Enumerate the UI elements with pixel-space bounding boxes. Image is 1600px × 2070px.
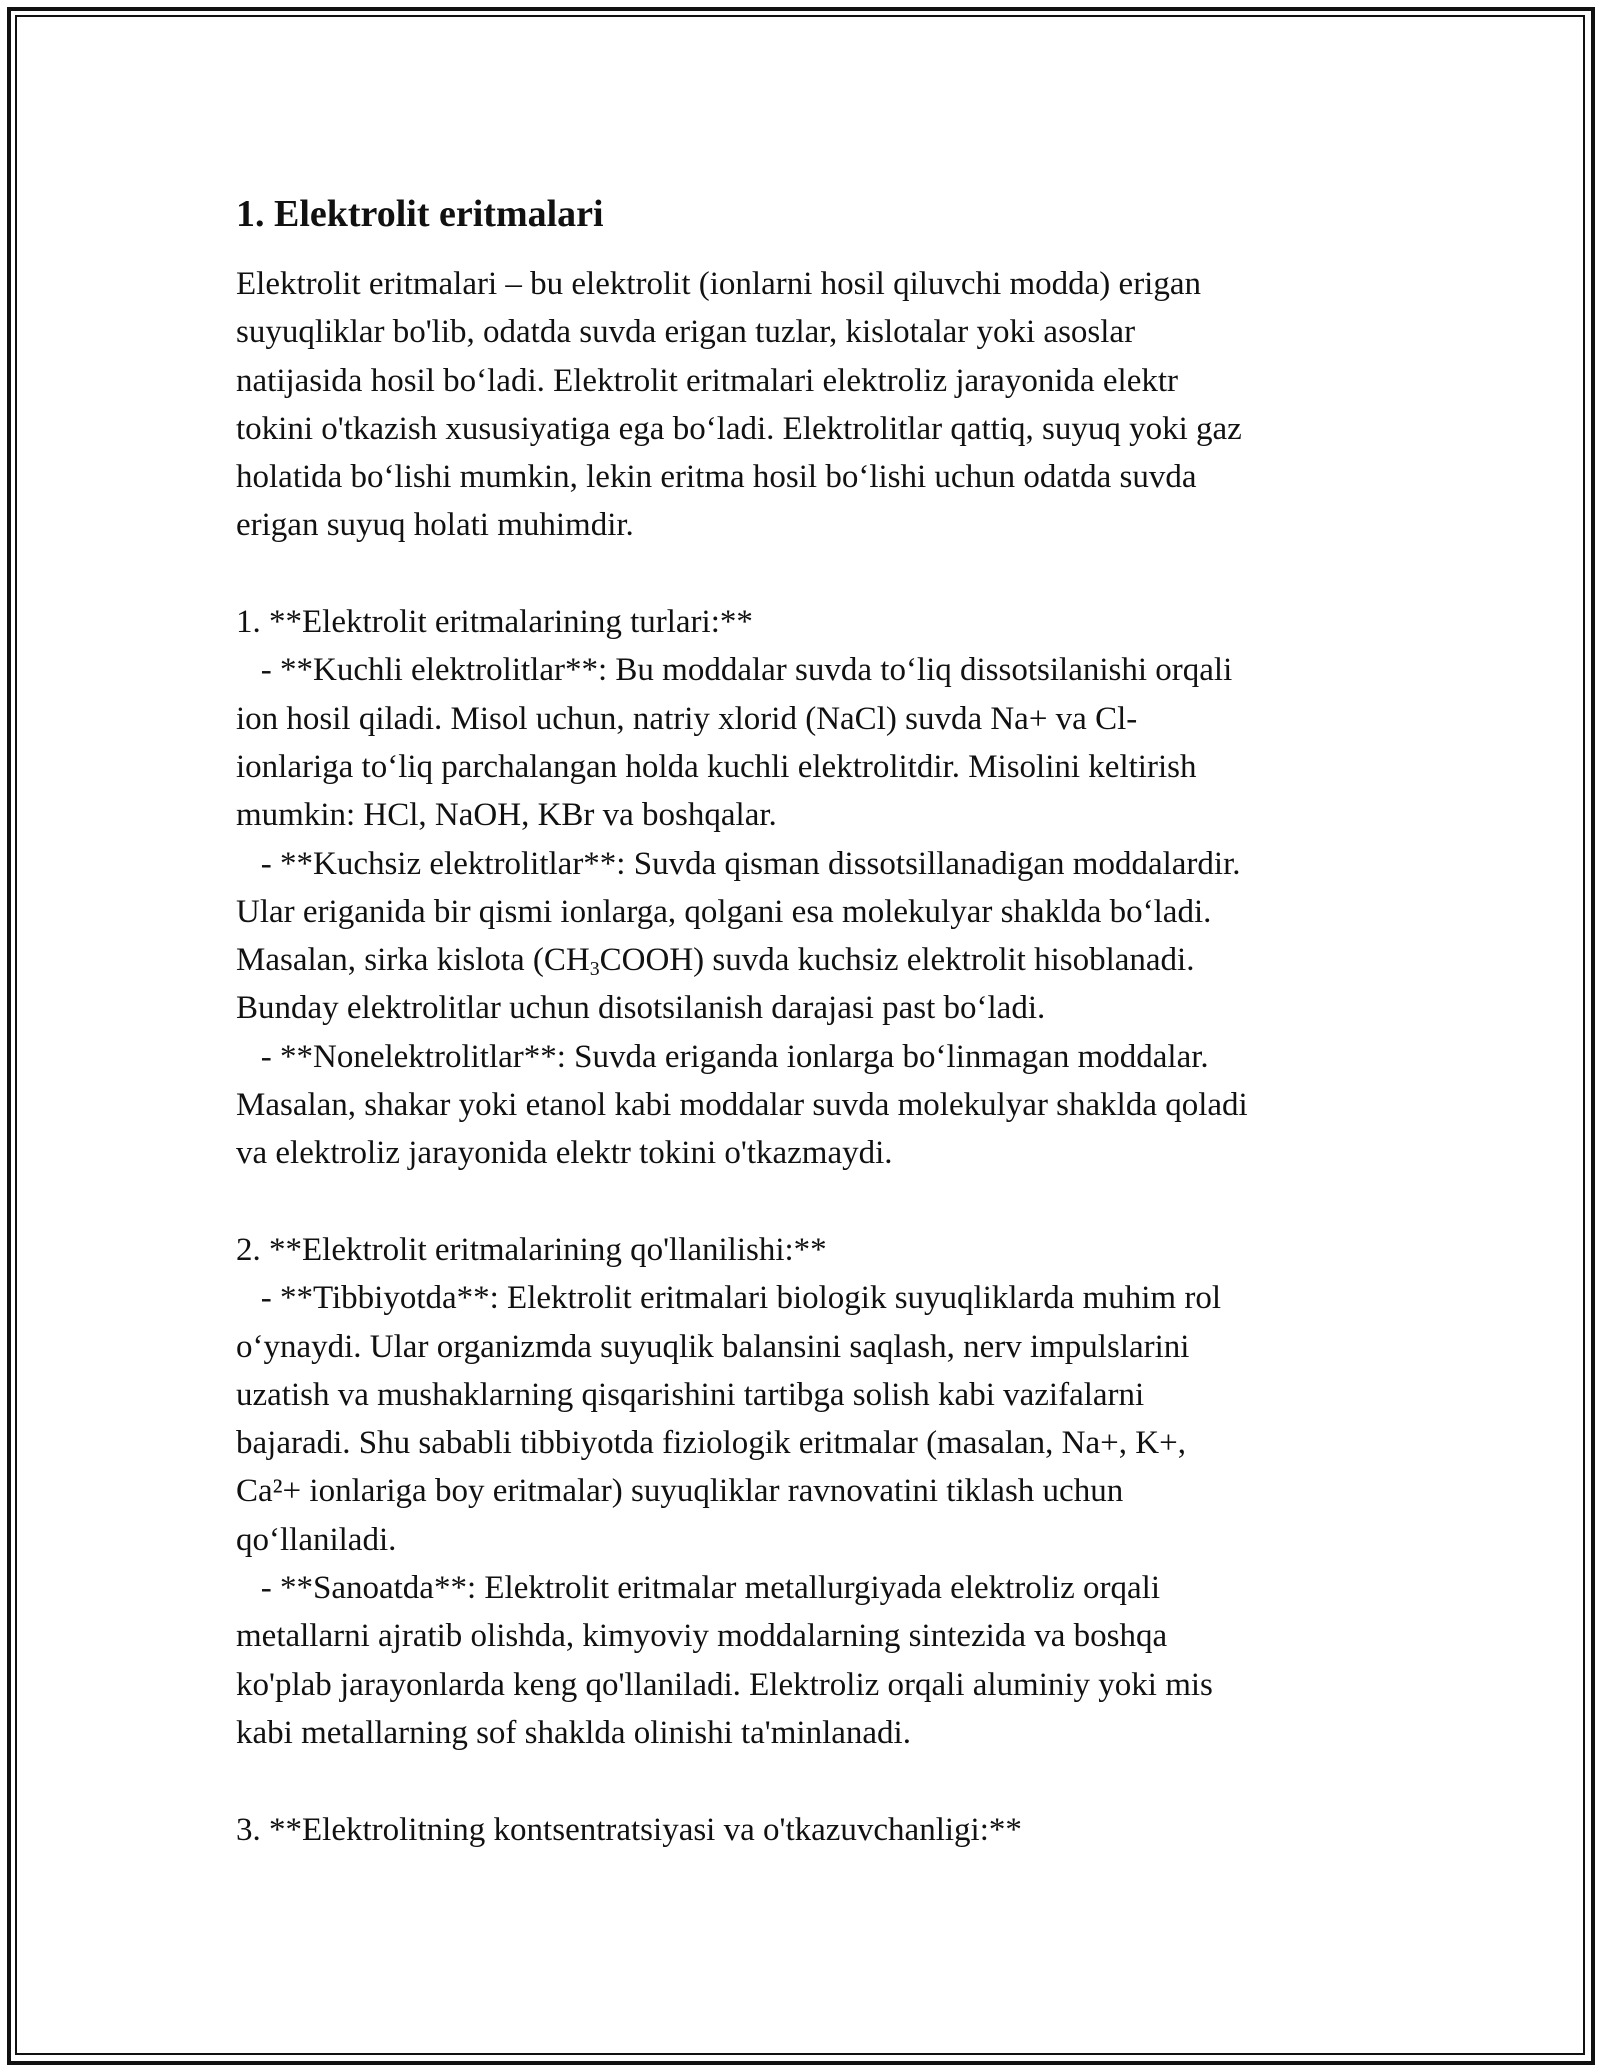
- intro-paragraph: [236, 260, 1366, 550]
- text-line: qo‘llaniladi.: [236, 1521, 397, 1558]
- text-fragment: Masalan, sirka kislota (CH: [236, 942, 590, 979]
- text-line: ion hosil qiladi. Misol uchun, natriy xlorid (NaCl) suvda Na+ va Cl-: [236, 700, 1138, 737]
- text-line: natijasida hosil bo‘ladi. Elektrolit eritmalari elektroliz jarayonida elektr: [236, 362, 1178, 399]
- text-line: - **Kuchli elektrolitlar**: Bu moddalar suvda to‘liq dissotsilanishi orqali: [236, 652, 1233, 689]
- text-line: - **Nonelektrolitlar**: Suvda eriganda ionlarga bo‘linmagan moddalar.: [236, 1038, 1209, 1075]
- text-line: holatida bo‘lishi mumkin, lekin eritma hosil bo‘lishi uchun odatda suvda: [236, 459, 1197, 496]
- text-line: Ular eriganida bir qismi ionlarga, qolgani esa molekulyar shaklda bo‘ladi.: [236, 893, 1212, 930]
- text-line: - **Kuchsiz elektrolitlar**: Suvda qisman dissotsillanadigan moddalardir.: [236, 845, 1241, 882]
- text-fragment: COOH) suvda kuchsiz elektrolit hisoblanadi.: [599, 942, 1195, 979]
- text-line: Ca²+ ionlariga boy eritmalar) suyuqliklar ravnovatini tiklash uchun: [236, 1473, 1124, 1510]
- text-line: o‘ynaydi. Ular organizmda suyuqlik balansini saqlash, nerv impulslarini: [236, 1328, 1190, 1365]
- section-applications: [236, 1226, 1366, 1757]
- blank-line: [236, 550, 1366, 598]
- text-line: - **Tibbiyotda**: Elektrolit eritmalari biologik suyuqliklarda muhim rol: [236, 1280, 1222, 1317]
- text-line: ko'plab jarayonlarda keng qo'llaniladi. Elektroliz orqali aluminiy yoki mis: [236, 1666, 1213, 1703]
- text-line: kabi metallarning sof shaklda olinishi ta'minlanadi.: [236, 1714, 911, 1751]
- text-line: tokini o'tkazish xususiyatiga ega bo‘ladi. Elektrolitlar qattiq, suyuq yoki gaz: [236, 410, 1242, 447]
- list-heading: 3. **Elektrolitning kontsentratsiyasi va o'tkazuvchanligi:**: [236, 1811, 1022, 1848]
- text-line: uzatish va mushaklarning qisqarishini tartibga solish kabi vazifalarni: [236, 1376, 1145, 1413]
- document-body: [236, 186, 1366, 1854]
- section-types: [236, 598, 1366, 1178]
- text-line: - **Sanoatda**: Elektrolit eritmalar metallurgiyada elektroliz orqali: [236, 1570, 1160, 1607]
- blank-line: [236, 1757, 1366, 1805]
- text-line: suyuqliklar bo'lib, odatda suvda erigan tuzlar, kislotalar yoki asoslar: [236, 314, 1136, 351]
- section-heading: 1. Elektrolit eritmalari: [236, 193, 604, 235]
- list-heading: 2. **Elektrolit eritmalarining qo'llanilishi:**: [236, 1231, 827, 1268]
- text-line-with-formula: [236, 936, 1366, 984]
- text-line: bajaradi. Shu sababli tibbiyotda fiziologik eritmalar (masalan, Na+, K+,: [236, 1425, 1186, 1462]
- blank-line: [236, 1178, 1366, 1226]
- text-line: Masalan, shakar yoki etanol kabi moddalar suvda molekulyar shaklda qoladi: [236, 1087, 1248, 1124]
- section-concentration: [236, 1806, 1366, 1854]
- text-line: Bunday elektrolitlar uchun disotsilanish darajasi past bo‘ladi.: [236, 990, 1046, 1027]
- text-line: va elektroliz jarayonida elektr tokini o'tkazmaydi.: [236, 1135, 893, 1172]
- text-line: ionlariga to‘liq parchalangan holda kuchli elektrolitdir. Misolini keltirish: [236, 748, 1197, 785]
- text-line: metallarni ajratib olishda, kimyoviy moddalarning sintezida va boshqa: [236, 1618, 1168, 1655]
- text-line: Elektrolit eritmalari – bu elektrolit (ionlarni hosil qiluvchi modda) erigan: [236, 266, 1201, 302]
- subscript: 3: [589, 958, 600, 981]
- list-heading: 1. **Elektrolit eritmalarining turlari:**: [236, 604, 753, 641]
- text-line: mumkin: HCl, NaOH, KBr va boshqalar.: [236, 797, 777, 834]
- text-line: erigan suyuq holati muhimdir.: [236, 507, 634, 544]
